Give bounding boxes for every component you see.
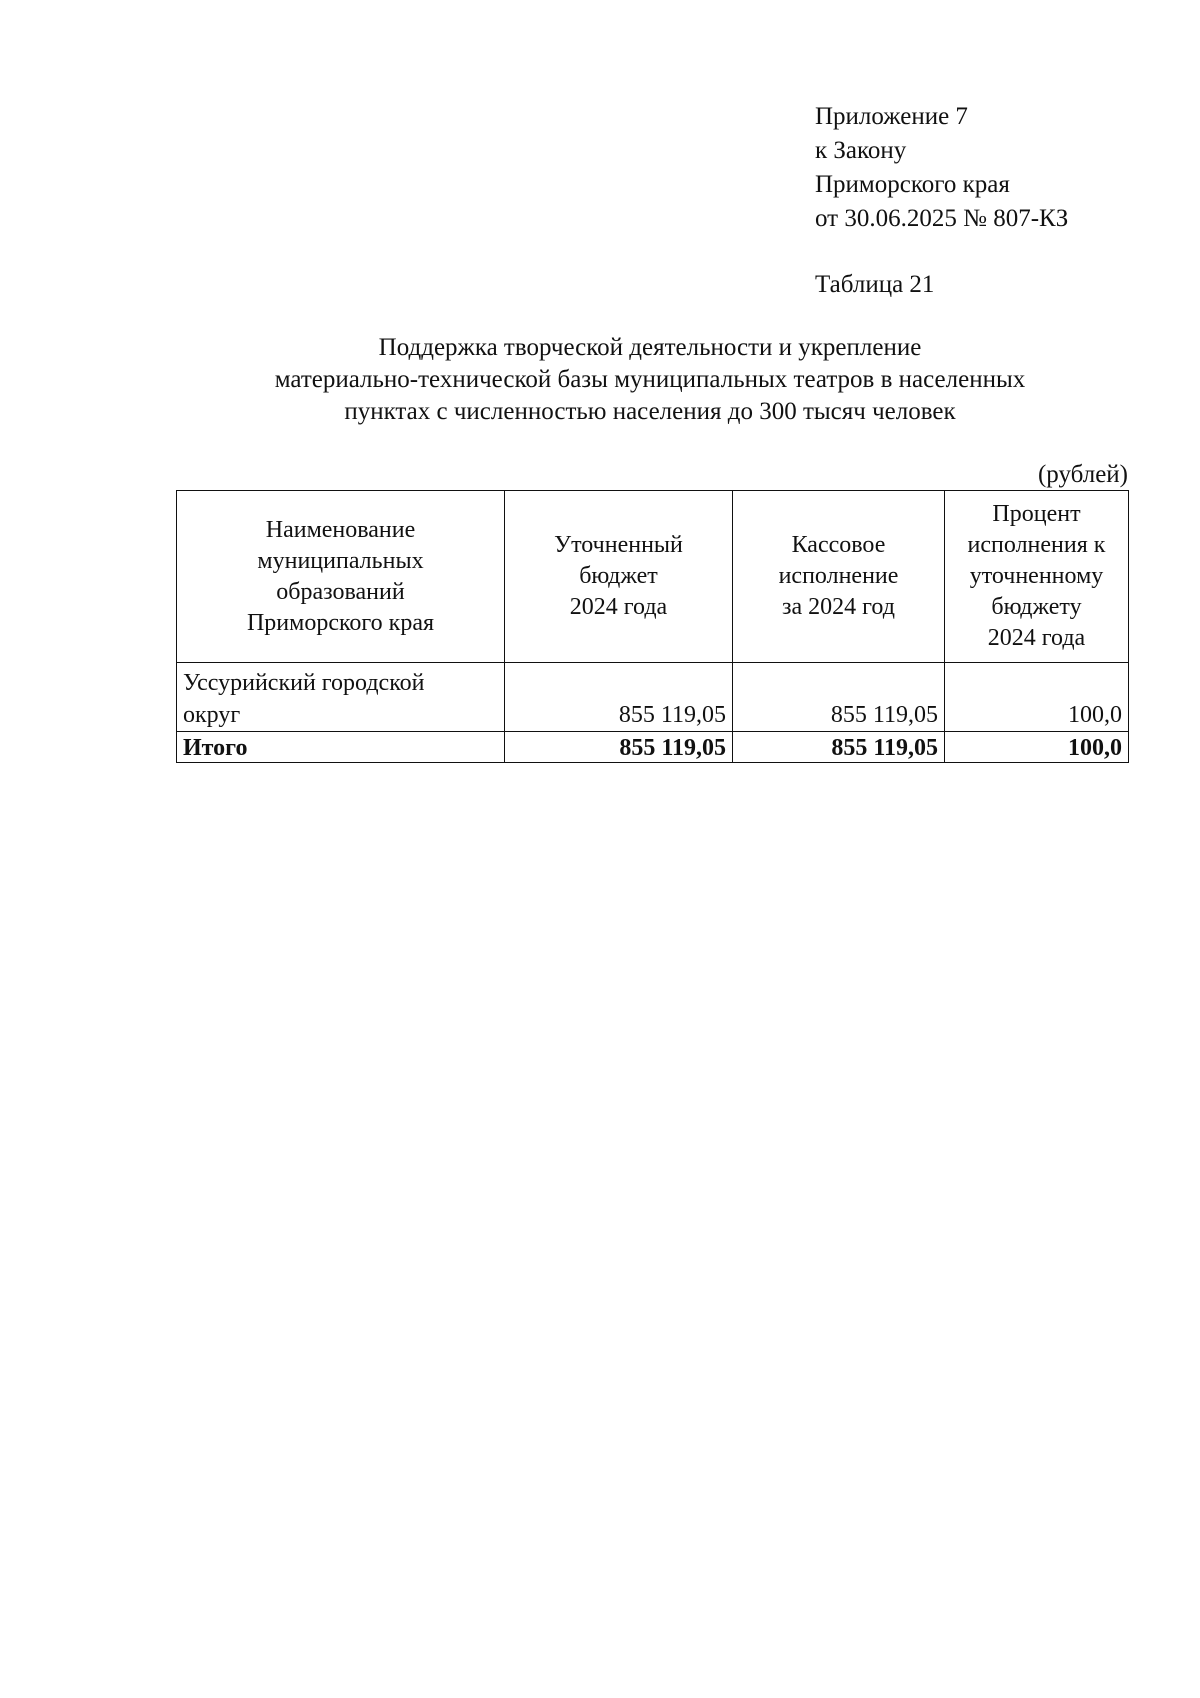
annex-line: Приморского края (815, 171, 1010, 198)
cell-budget: 855 119,05 (505, 663, 733, 732)
title-line: пунктах с численностью населения до 300 тысяч человек (344, 398, 956, 425)
annex-block (815, 100, 1068, 236)
total-execution: 855 119,05 (733, 732, 945, 763)
annex-line: к Закону (815, 137, 907, 164)
cell-percent: 100,0 (945, 663, 1129, 732)
total-percent: 100,0 (945, 732, 1129, 763)
total-row (177, 732, 1129, 763)
table-number: Таблица 21 (815, 271, 935, 298)
header-budget: Уточненный бюджет 2024 года (505, 491, 733, 663)
annex-line: Приложение 7 (815, 103, 968, 130)
units-label: (рублей) (1037, 461, 1128, 488)
table-row (177, 663, 1129, 732)
header-execution: Кассовое исполнение за 2024 год (733, 491, 945, 663)
cell-municipality: Уссурийский городской округ (177, 663, 505, 732)
header-municipality: Наименование муниципальных образований Приморского края (177, 491, 505, 663)
title-line: Поддержка творческой деятельности и укрепление (378, 334, 922, 361)
table-header-row (177, 491, 1129, 663)
total-budget: 855 119,05 (505, 732, 733, 763)
title-line: материально-технической базы муниципальных театров в населенных (274, 366, 1026, 393)
header-percent: Процент исполнения к уточненному бюджету 2024 года (945, 491, 1129, 663)
budget-table (176, 490, 1129, 763)
annex-line: от 30.06.2025 № 807-КЗ (815, 205, 1069, 232)
table-title (180, 332, 1120, 428)
total-label: Итого (177, 732, 505, 763)
cell-execution: 855 119,05 (733, 663, 945, 732)
